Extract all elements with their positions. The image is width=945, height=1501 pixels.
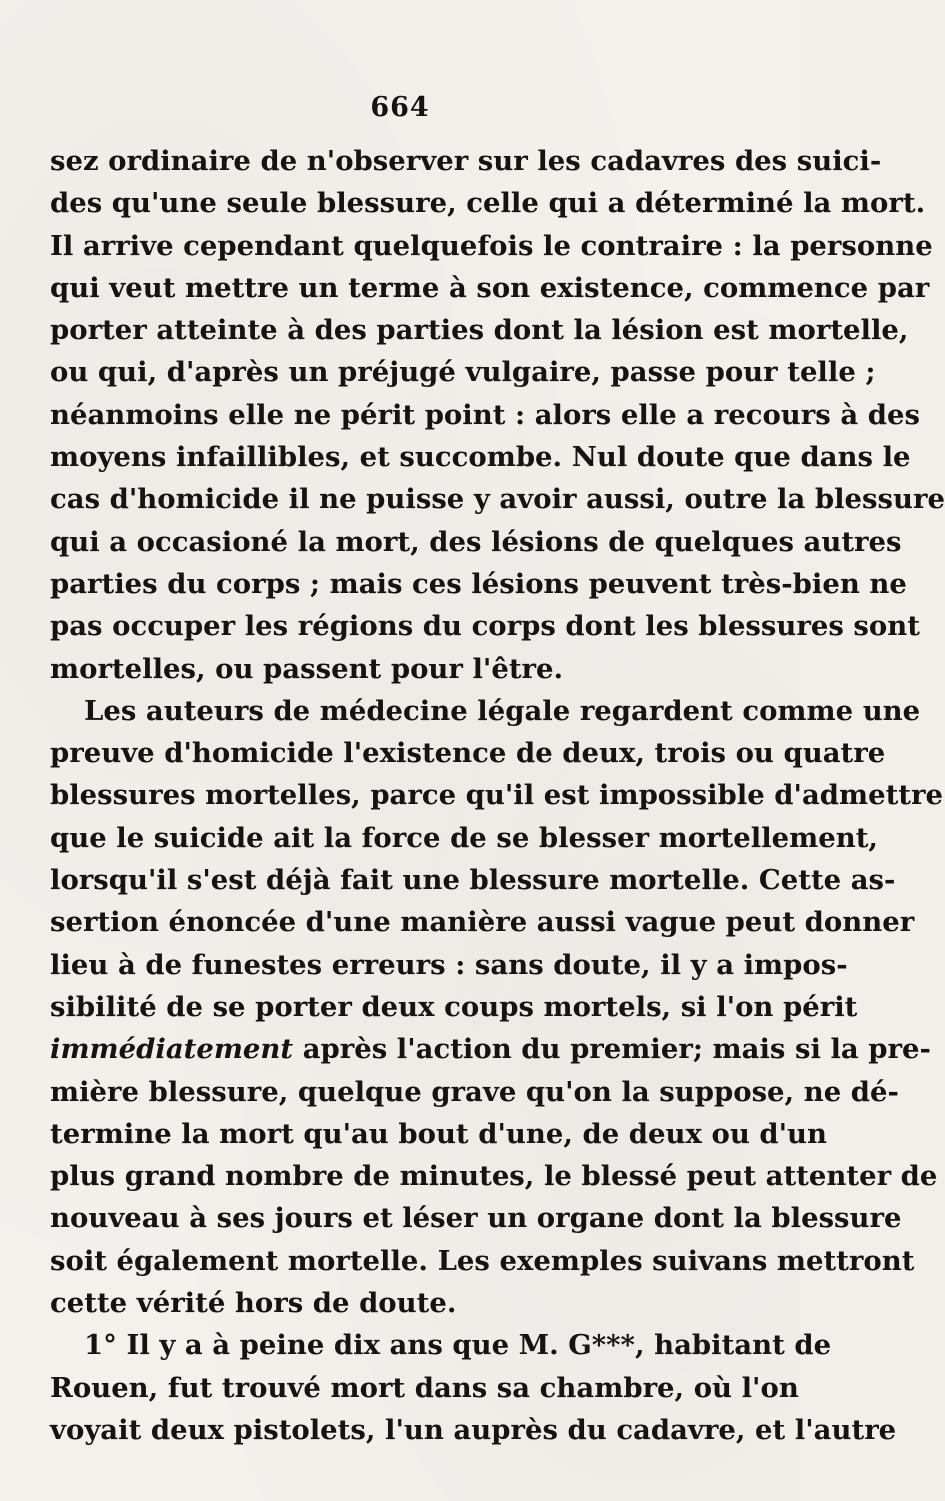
text-line: voyait deux pistolets, l'un auprès du cadavre, et l'autre: [50, 1413, 897, 1446]
text-line: sertion énoncée d'une manière aussi vague peut donner: [50, 906, 915, 939]
text-line: porter atteinte à des parties dont la lésion est mortelle,: [50, 314, 909, 347]
text-line: pas occuper les régions du corps dont les blessures sont: [50, 610, 920, 643]
text-line: lorsqu'il s'est déjà fait une blessure mortelle. Cette as-: [50, 864, 896, 897]
text-line: que le suicide ait la force de se blesser mortellement,: [50, 821, 879, 854]
text-line: néanmoins elle ne périt point : alors elle a recours à des: [50, 398, 920, 431]
text-line: Rouen, fut trouvé mort dans sa chambre, où l'on: [50, 1371, 799, 1404]
italic-word: immédiatement: [50, 1033, 294, 1066]
text-line: nouveau à ses jours et léser un organe dont la blessure: [50, 1202, 902, 1235]
line-remainder: après l'action du premier; mais si la pre-: [302, 1033, 931, 1066]
text-line: plus grand nombre de minutes, le blessé peut attenter de: [50, 1160, 938, 1193]
text-line: des qu'une seule blessure, celle qui a déterminé la mort.: [50, 187, 926, 220]
body-text: [50, 140, 945, 1451]
text-line: mière blessure, quelque grave qu'on la suppose, ne dé-: [50, 1075, 899, 1108]
text-line: cette vérité hors de doute.: [50, 1287, 457, 1320]
text-line: moyens infaillibles, et succombe. Nul doute que dans le: [50, 441, 911, 474]
text-line: Il arrive cependant quelquefois le contraire : la personne: [50, 229, 933, 262]
text-line: parties du corps ; mais ces lésions peuvent très-bien ne: [50, 567, 907, 600]
text-line: qui a occasioné la mort, des lésions de quelques autres: [50, 525, 902, 558]
text-line: qui veut mettre un terme à son existence, commence par: [50, 271, 930, 304]
paragraph-first-line: Les auteurs de médecine légale regardent comme une: [84, 694, 921, 727]
text-line: cas d'homicide il ne puisse y avoir aussi, outre la blessure: [50, 483, 945, 516]
text-line: soit également mortelle. Les exemples suivans mettront: [50, 1244, 915, 1277]
paragraph-first-line: 1° Il y a à peine dix ans que M. G***, habitant de: [84, 1329, 832, 1362]
page-number: 664: [370, 92, 430, 123]
text-line-with-italic: [50, 1028, 931, 1070]
text-line: mortelles, ou passent pour l'être.: [50, 652, 564, 685]
text-line: termine la mort qu'au bout d'une, de deux ou d'un: [50, 1117, 828, 1150]
text-line: sibilité de se porter deux coups mortels, si l'on périt: [50, 990, 858, 1023]
text-line: preuve d'homicide l'existence de deux, trois ou quatre: [50, 737, 886, 770]
text-line: blessures mortelles, parce qu'il est impossible d'admettre: [50, 779, 943, 812]
text-line: lieu à de funestes erreurs : sans doute, il y a impos-: [50, 948, 848, 981]
text-line: sez ordinaire de n'observer sur les cadavres des suici-: [50, 145, 882, 177]
text-line: ou qui, d'après un préjugé vulgaire, passe pour telle ;: [50, 356, 876, 389]
